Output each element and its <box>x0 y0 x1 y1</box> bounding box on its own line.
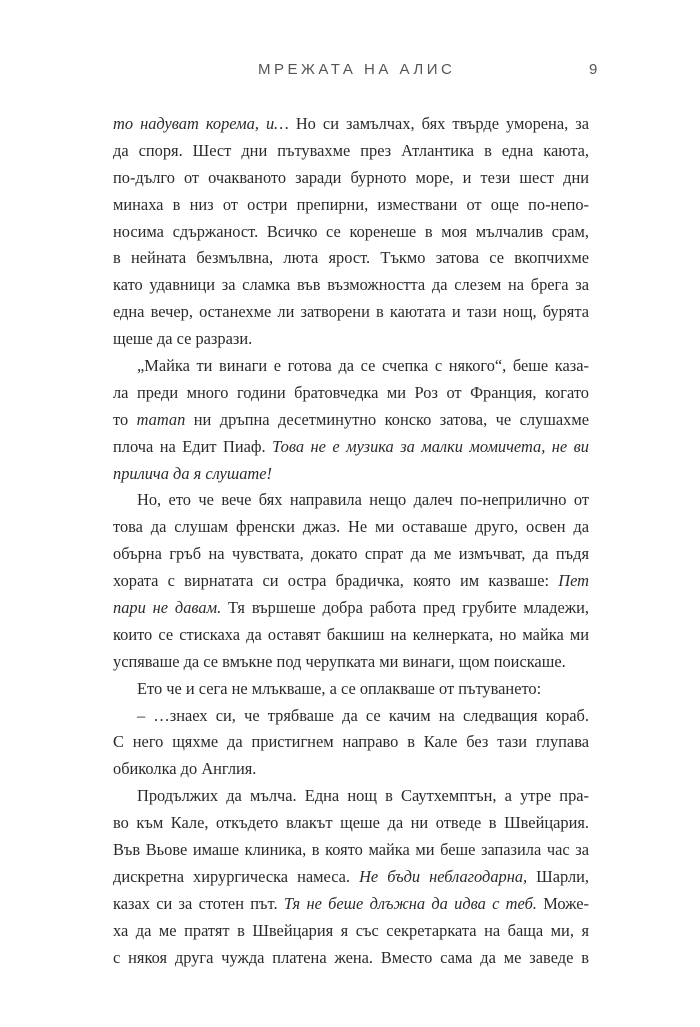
italic-text-segment: то надуват корема, и… <box>113 114 289 133</box>
text-segment: ни дръпна десетминутно конско затова, че слушахме <box>185 409 589 429</box>
text-segment: дискретна хирургическа намеса. <box>113 866 360 886</box>
text-segment: Но си замълчах, бях твърде уморена, за <box>288 114 590 133</box>
italic-text-segment: Това не е музика за малки момичета, не ви <box>272 436 589 456</box>
text-segment: като удавници за сламка във възможността да слезем на брега за <box>113 275 589 295</box>
text-segment: Тя вършеше добра работа пред грубите младежи, <box>221 598 589 618</box>
text-line <box>113 192 589 219</box>
text-segment: обърна гръб на чувствата, докато спрат да ме измъчват, да пъдя <box>113 544 589 564</box>
text-line <box>113 272 589 299</box>
text-segment: това да слушам френски джаз. Не ми оставаше друго, освен да <box>113 517 589 537</box>
text-line <box>113 891 589 918</box>
text-line <box>113 837 589 864</box>
text-line <box>113 353 589 380</box>
text-line <box>113 756 589 783</box>
italic-text-segment: прилича да я слушате! <box>113 463 272 483</box>
text-segment: минаха в низ от остри препирни, измествани от още по-непо- <box>113 194 589 214</box>
text-segment: ха да ме пратят в Швейцария я със секретарката на баща ми, я <box>113 920 589 940</box>
text-segment: да споря. Шест дни пътувахме през Атлантика в една каюта, <box>113 140 589 160</box>
text-line <box>113 299 589 326</box>
text-line <box>113 245 589 272</box>
text-line <box>113 810 589 837</box>
text-segment: ла преди много години братовчедка ми Роз от Франция, когато <box>113 382 589 402</box>
text-line <box>113 514 589 541</box>
text-segment: во към Кале, откъдето влакът щеше да ни отведе в Швейцария. <box>113 813 589 833</box>
text-segment: Но, ето че вече бях направила нещо далеч по-неприлично от <box>137 490 589 510</box>
text-segment: „Майка ти винаги е готова да се счепка с някого“, беше каза- <box>137 356 589 376</box>
text-line <box>113 595 589 622</box>
text-segment: Може- <box>536 893 589 913</box>
text-segment: обиколка до Англия. <box>113 759 257 779</box>
text-line <box>113 622 589 649</box>
italic-text-segment: Пет <box>558 571 589 591</box>
text-segment: Във Вьове имаше клиника, в която майка ми беше запазила час за <box>113 840 589 860</box>
italic-text-segment: татап <box>136 409 186 429</box>
italic-text-segment: Не бъди неблагодарна, <box>359 866 528 886</box>
text-segment: носима сдържаност. Всичко се коренеше в моя мълчалив срам, <box>113 221 589 241</box>
text-line <box>113 111 589 138</box>
italic-text-segment: пари не давам. <box>113 598 222 618</box>
text-segment: казах си за стотен път. <box>113 893 284 913</box>
text-segment: в нейната безмълвна, люта ярост. Тъкмо затова се вкопчихме <box>113 248 589 268</box>
text-line <box>113 487 589 514</box>
page-number: 9 <box>589 61 598 78</box>
text-line <box>113 864 589 891</box>
text-line <box>113 918 589 945</box>
text-line <box>113 326 589 353</box>
text-line <box>113 945 589 972</box>
text-line <box>113 461 589 488</box>
text-segment: които се стискаха да оставят бакшиш на келнерката, но майка ми <box>113 624 589 644</box>
text-line <box>113 676 589 703</box>
text-line <box>113 165 589 192</box>
text-segment: то <box>113 409 137 429</box>
text-segment: плоча на Едит Пиаф. <box>113 436 273 456</box>
italic-text-segment: Тя не беше длъжна да идва с теб. <box>283 893 537 913</box>
text-segment: С него щяхме да пристигнем направо в Кале без тази глупава <box>113 732 589 752</box>
text-segment: една вечер, останехме ли затворени в каютата и тази нощ, бурята <box>113 302 589 322</box>
text-segment: с някоя друга чужда платена жена. Вместо сама да ме заведе в <box>113 947 589 967</box>
text-segment: Шарли, <box>527 866 590 886</box>
text-segment: – …знаех си, че трябваше да се качим на следващия кораб. <box>137 705 589 725</box>
text-line <box>113 568 589 595</box>
text-segment: Ето че и сега не млъкваше, а се оплакваше от пътуването: <box>137 678 542 698</box>
text-line <box>113 703 589 730</box>
text-line <box>113 138 589 165</box>
text-line <box>113 649 589 676</box>
text-segment: Продължих да мълча. Една нощ в Саутхемптън, а утре пра- <box>137 786 589 806</box>
text-line <box>113 407 589 434</box>
text-line <box>113 219 589 246</box>
text-segment: успяваше да се вмъкне под черупката ми винаги, щом поискаше. <box>113 651 566 671</box>
text-line <box>113 783 589 810</box>
text-segment: по-дълго от очакваното заради бурното море, и тези шест дни <box>113 167 589 187</box>
text-line <box>113 380 589 407</box>
running-title: МРЕЖАТА НА АЛИС <box>258 61 456 78</box>
text-line <box>113 729 589 756</box>
text-segment: хората с вирнатата си остра брадичка, която им казваше: <box>113 571 559 591</box>
text-segment: щеше да се разрази. <box>113 329 253 349</box>
text-line <box>113 434 589 461</box>
body-text <box>113 111 589 972</box>
text-line <box>113 541 589 568</box>
